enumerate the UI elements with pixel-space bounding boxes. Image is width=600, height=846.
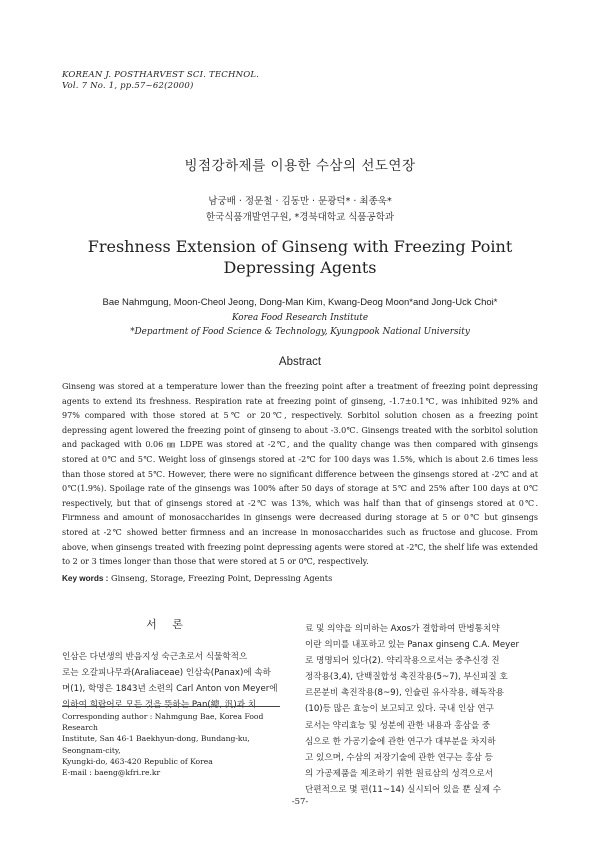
intro-right-line: 단편적으로 몇 편(11~14) 실시되어 있을 뿐 실제 수 — [305, 784, 502, 795]
journal-volume: Vol. 7 No. 1, pp.57~62(2000) — [62, 81, 194, 91]
intro-left-line: 의하여 희랍어로 모든 것을 뜻하는 Pan(總, 汎)과 치 — [62, 700, 257, 711]
intro-left-column — [62, 649, 280, 713]
intro-left-line: 며(1), 학명은 1843년 소련의 Carl Anton von Meyer에 — [62, 684, 278, 695]
title-english — [0, 236, 600, 278]
intro-right-column — [305, 621, 540, 798]
footnote-line: Corresponding author : Nahmgung Bae, Korea Food Research — [62, 712, 264, 733]
intro-right-line: 르몬분비 촉진작용(8~9), 인슐린 유사작용, 해독작용 — [305, 688, 504, 699]
journal-name: KOREAN J. POSTHARVEST SCI. TECHNOL. — [62, 70, 260, 80]
footnote-line: Kyungki-do, 463-420 Republic of Korea — [62, 756, 213, 766]
intro-right-line: 료 및 의약을 의미하는 Axos가 결합하여 만병통치약 — [305, 624, 500, 634]
page-number: -57- — [291, 797, 309, 807]
intro-right-line: 정작용(3,4), 단백질합성 촉진작용(5~7), 부신피질 호 — [305, 672, 508, 683]
authors-english: Bae Nahmgung, Moon-Cheol Jeong, Dong-Man Kim, Kwang-Deog Moon*and Jong-Uck Choi* — [102, 297, 498, 308]
footnote-email: E-mail : baeng@kfri.re.kr — [62, 768, 161, 778]
affiliation-korean: 한국식품개발연구원, *경북대학교 식품공학과 — [205, 212, 395, 223]
affiliation-english-line2: *Department of Food Science & Technology, Kyungpook National University — [130, 327, 470, 337]
title-english-line2: Depressing Agents — [223, 258, 377, 277]
keywords — [62, 573, 332, 583]
intro-right-line: 고 있으며, 수삼의 저장기술에 관한 연구는 홍삼 등 — [305, 752, 493, 763]
intro-left-line: 인삼은 다년생의 반음지성 숙근초로서 식물학적으 — [62, 652, 248, 662]
intro-right-line: 의 가공제품을 제조하기 위한 원료삼의 성격으로서 — [305, 768, 493, 779]
intro-right-line: 심으로 한 가공기술에 관한 연구가 대부분을 차지하 — [305, 736, 496, 747]
footnote-line: Institute, San 46-1 Baekhyun-dong, Bundang-ku, Seongnam-city, — [62, 734, 250, 755]
abstract-heading: Abstract — [278, 356, 322, 368]
abstract-text: Ginseng was stored at a temperature lower than the freezing point after a treatment of freezing point depressing agents to extend its freshness. Respiration rate at freezing point of ginseng, -1.7±0.1℃, was inhibited 92% and 97% compared with those stored at 5℃ or 20℃, respectively. Sorbitol solution chosen as a freezing point depressing agent lowered the freezing point of ginseng to about -3.0℃. Ginsengs treated with the sorbitol solution and packaged with 0.06 ㎜ LDPE was stored at -2℃, and the quality change was then compared with ginsengs stored at 0℃ and 5℃. Weight loss of ginsengs stored at -2℃ for 100 days was 1.5%, which is about 2.6 times less than those stored at 5℃. However, there were no significant difference between the ginsengs stored at -2℃ and at 0℃(1.9%). Spoilage rate of the ginsengs was 100% after 50 days of storage at 5℃ and 25% after 100 days at 0℃ respectively, but that of ginsengs stored at -2℃ was 13%, which was half than that of ginsengs stored at 0℃. Firmness and amount of monosaccharides in ginsengs were decreased during storage at 5 or 0℃ but ginsengs stored at -2℃ showed better firmness and an increase in monosaccharides such as fructose and glucose. From above, when ginsengs treated with freezing point depressing agents were stored at -2℃, the shelf life was extended to 2 or 3 times longer than those that were stored at 5 or 0℃, respectively. — [62, 382, 538, 567]
intro-right-line: 로 명명되어 있다(2). 약리작용으로서는 중추신경 진 — [305, 656, 500, 667]
intro-right-line: 로서는 약리효능 및 성분에 관한 내용과 홍삼을 중 — [305, 720, 491, 731]
keywords-text: Ginseng, Storage, Freezing Point, Depressing Agents — [108, 573, 333, 583]
intro-right-line: 이란 의미를 내포하고 있는 Panax ginseng C.A. Meyer — [305, 640, 520, 651]
intro-heading: 서 론 — [146, 618, 189, 631]
keywords-label: Key words : — [62, 574, 109, 583]
title-english-line1: Freshness Extension of Ginseng with Freezing Point — [87, 237, 513, 256]
authors-korean: 남궁배 · 정문철 · 김동만 · 문광덕* · 최종욱* — [208, 196, 392, 207]
footnote-divider — [62, 706, 280, 707]
journal-header — [62, 70, 259, 92]
title-korean: 빙점강하제를 이용한 수삼의 선도연장 — [184, 158, 416, 174]
intro-left-line: 로는 오갈피나무과(Araliaceae) 인삼속(Panax)에 속하 — [62, 668, 271, 679]
intro-right-line: (10)등 많은 효능이 보고되고 있다. 국내 인삼 연구 — [305, 704, 494, 715]
affiliation-english-line1: Korea Food Research Institute — [231, 313, 369, 323]
corresponding-author-footnote — [62, 711, 287, 778]
